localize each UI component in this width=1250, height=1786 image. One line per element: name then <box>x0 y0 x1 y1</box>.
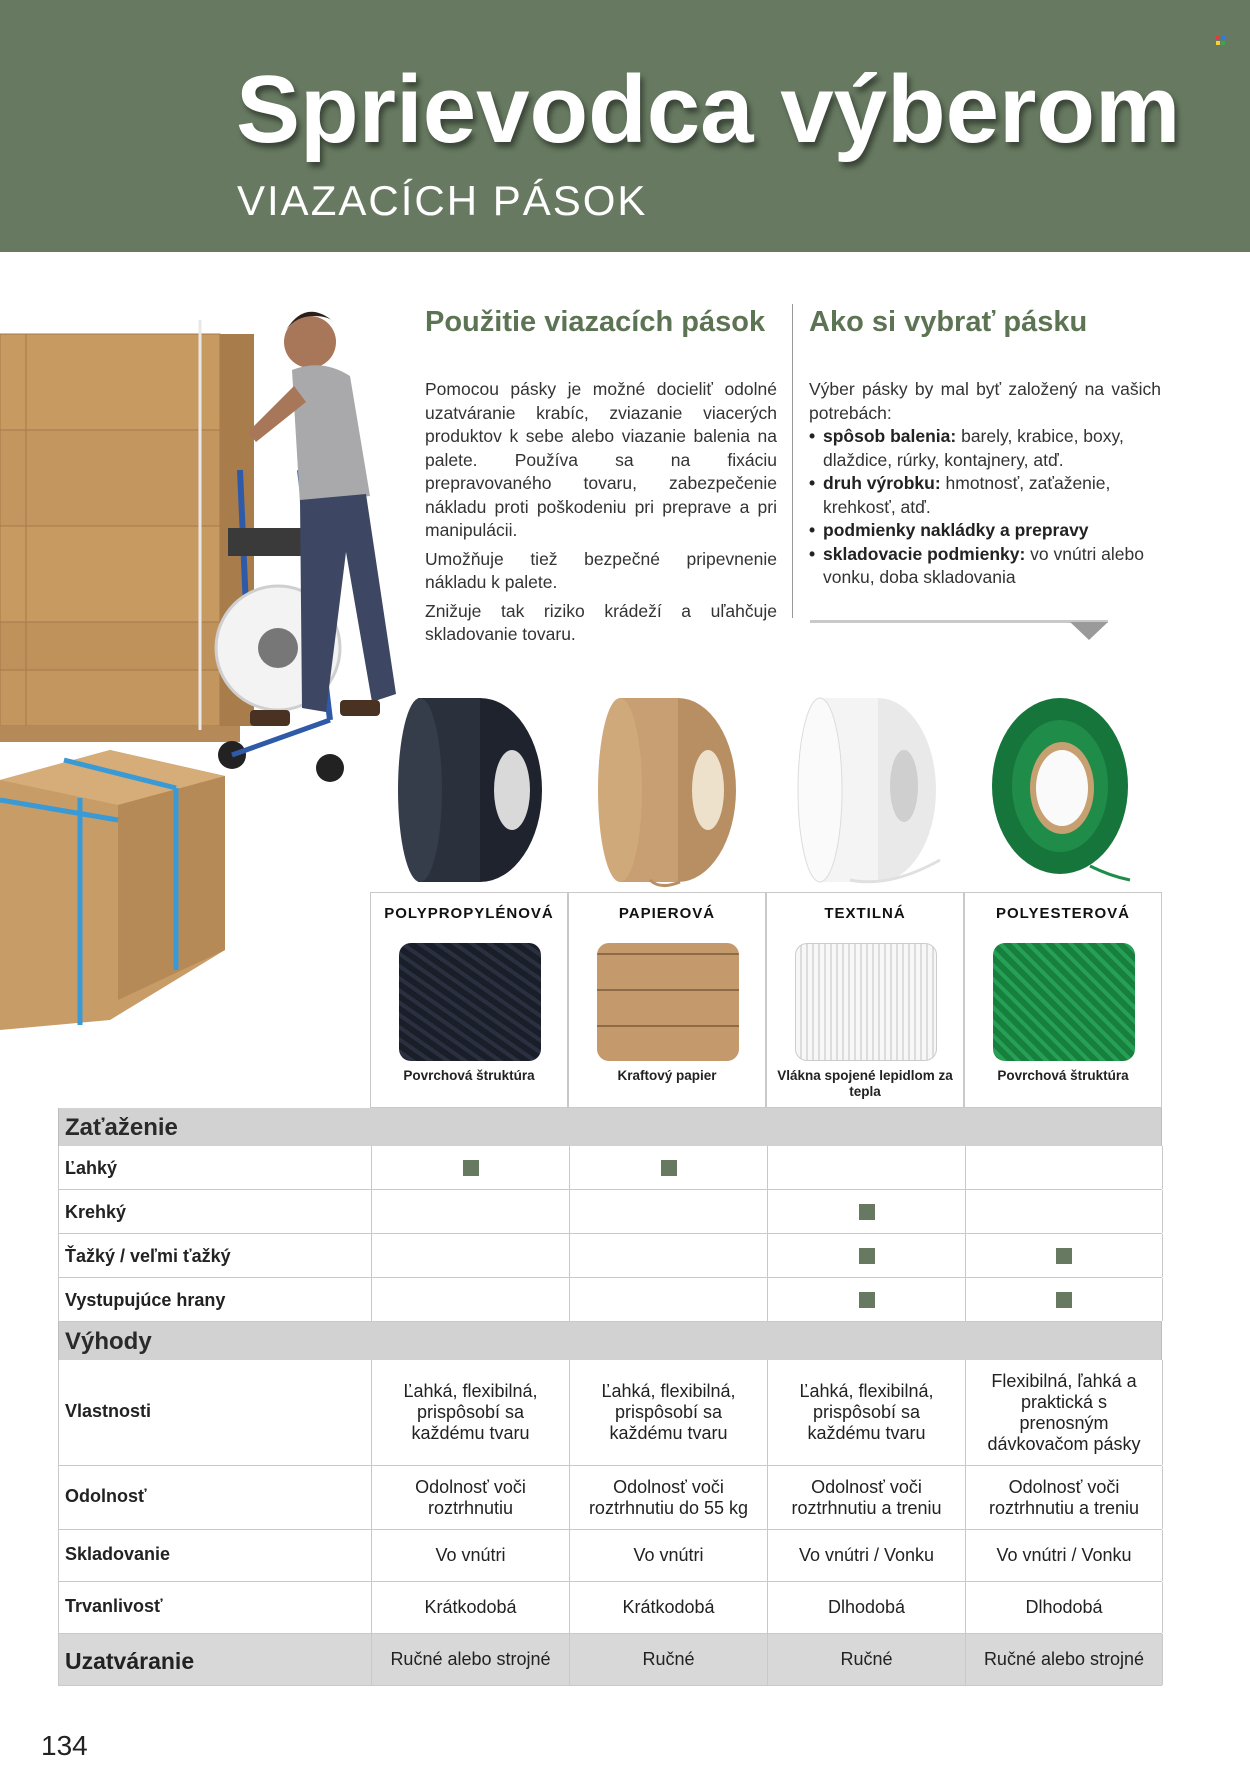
usage-paragraph: Znižuje tak riziko krádeží a uľahčuje skladovanie tovaru. <box>425 600 777 644</box>
usage-paragraph: Umožňuje tiež bezpečné pripevnenie nákladu k palete. <box>425 548 777 592</box>
table-cell <box>965 1146 1163 1189</box>
product-caption: Vlákna spojené lepidlom za tepla <box>777 1068 953 1099</box>
table-cell: Vo vnútri <box>569 1530 767 1581</box>
table-row <box>58 1582 1162 1634</box>
row-label: Trvanlivosť <box>65 1596 163 1616</box>
table-row <box>58 1466 1162 1530</box>
row-label: Krehký <box>65 1202 127 1222</box>
checkmark-square-icon <box>463 1160 479 1176</box>
table-row <box>58 1146 1162 1190</box>
checkmark-square-icon <box>859 1292 875 1308</box>
table-cell <box>965 1234 1163 1277</box>
checkmark-square-icon <box>859 1204 875 1220</box>
section-title: Zaťaženie <box>65 1114 178 1141</box>
list-item: • podmienky nakládky a prepravy <box>809 519 1161 543</box>
table-cell: Ľahká, flexibilná, prispôsobí sa každému tvaru <box>569 1360 767 1465</box>
pointer-line <box>810 620 1108 623</box>
section-load <box>58 1108 1162 1146</box>
product-caption: Kraftový papier <box>617 1068 717 1083</box>
table-row <box>58 1190 1162 1234</box>
table-cell: Vo vnútri <box>371 1530 569 1581</box>
swatch-textile-image <box>795 943 937 1061</box>
table-cell: Vo vnútri / Vonku <box>965 1530 1163 1581</box>
choose-heading: Ako si vybrať pásku <box>809 306 1088 338</box>
row-label: Vystupujúce hrany <box>65 1290 226 1310</box>
table-cell <box>767 1234 965 1277</box>
product-header-polyester <box>964 892 1162 1108</box>
section-title: Výhody <box>65 1328 152 1355</box>
roll-polypropylene-image <box>392 690 552 890</box>
section-benefits <box>58 1322 1162 1360</box>
product-header-textile <box>766 892 964 1108</box>
table-cell: Dlhodobá <box>965 1582 1163 1633</box>
checkmark-square-icon <box>859 1248 875 1264</box>
page-subtitle: VIAZACÍCH PÁSOK <box>237 177 648 224</box>
row-label: Vlastnosti <box>65 1401 152 1421</box>
table-cell: Ľahká, flexibilná, prispôsobí sa každému tvaru <box>371 1360 569 1465</box>
roll-textile-image <box>790 690 950 890</box>
product-header-paper <box>568 892 766 1108</box>
box-stack <box>0 320 254 742</box>
header-band <box>0 0 1250 252</box>
column-divider <box>792 304 793 618</box>
roll-polyester-image <box>980 690 1140 890</box>
choose-list <box>809 425 1161 590</box>
roll-paper-image <box>590 690 750 890</box>
table-cell <box>569 1190 767 1233</box>
page-title: Sprievodca výberom <box>236 56 1181 163</box>
table-cell: Odolnosť voči roztrhnutiu a treniu <box>767 1466 965 1529</box>
table-row <box>58 1278 1162 1322</box>
list-item: • druh výrobku: hmotnosť, zaťaženie, krehkosť, atď. <box>809 472 1161 519</box>
table-row <box>58 1530 1162 1582</box>
list-item: • skladovacie podmienky: vo vnútri alebo vonku, doba skladovania <box>809 543 1161 590</box>
table-row <box>58 1360 1162 1466</box>
swatch-polypropylene-image <box>399 943 541 1061</box>
table-cell: Ľahká, flexibilná, prispôsobí sa každému tvaru <box>767 1360 965 1465</box>
swatch-paper-image <box>597 943 739 1061</box>
product-name: POLYPROPYLÉNOVÁ <box>384 905 554 922</box>
table-cell: Odolnosť voči roztrhnutiu a treniu <box>965 1466 1163 1529</box>
table-cell: Krátkodobá <box>569 1582 767 1633</box>
table-cell <box>569 1278 767 1321</box>
checkmark-square-icon <box>661 1160 677 1176</box>
table-cell <box>569 1234 767 1277</box>
table-cell <box>371 1190 569 1233</box>
row-label: Skladovanie <box>65 1544 171 1564</box>
swatch-polyester-image <box>993 943 1135 1061</box>
product-header-polypropylene <box>370 892 568 1108</box>
table-cell <box>767 1146 965 1189</box>
list-item: • spôsob balenia: barely, krabice, boxy, dlaždice, rúrky, kontajnery, atď. <box>809 425 1161 472</box>
table-cell: Odolnosť voči roztrhnutiu do 55 kg <box>569 1466 767 1529</box>
registration-mark-icon <box>1216 36 1225 45</box>
usage-heading: Použitie viazacích pások <box>425 306 766 338</box>
table-cell: Ručné <box>767 1634 965 1685</box>
choose-text <box>809 378 1161 590</box>
table-cell: Flexibilná, ľahká a praktická s prenosným dávkovačom pásky <box>965 1360 1163 1465</box>
table-cell <box>767 1278 965 1321</box>
table-cell <box>371 1146 569 1189</box>
usage-paragraph: Pomocou pásky je možné docieliť odolné uzatváranie krabíc, zviazanie viacerých produktov k sebe alebo viazanie balenia na palete. Používa sa na fixáciu prepravovaného tovaru, zabezpečenie nákladu proti poškodeniu pri preprave a pri manipulácii. <box>425 379 777 540</box>
pointer-arrow-icon <box>1070 622 1108 640</box>
table-cell <box>569 1146 767 1189</box>
product-name: TEXTILNÁ <box>824 905 906 922</box>
table-cell: Krátkodobá <box>371 1582 569 1633</box>
row-label: Ľahký <box>65 1158 118 1178</box>
table-row <box>58 1234 1162 1278</box>
table-cell: Ručné <box>569 1634 767 1685</box>
checkmark-square-icon <box>1056 1248 1072 1264</box>
table-cell <box>965 1190 1163 1233</box>
table-cell: Vo vnútri / Vonku <box>767 1530 965 1581</box>
table-cell: Odolnosť voči roztrhnutiu <box>371 1466 569 1529</box>
product-caption: Povrchová štruktúra <box>997 1068 1129 1083</box>
product-caption: Povrchová štruktúra <box>403 1068 535 1083</box>
worker-pallet-illustration <box>0 300 420 1030</box>
closing-row <box>58 1634 1162 1686</box>
checkmark-square-icon <box>1056 1292 1072 1308</box>
choose-intro: Výber pásky by mal byť založený na vašich potrebách: <box>809 379 1161 423</box>
row-label: Odolnosť <box>65 1486 147 1506</box>
strapped-box <box>0 750 225 1030</box>
table-cell <box>767 1190 965 1233</box>
table-cell <box>371 1278 569 1321</box>
row-label: Ťažký / veľmi ťažký <box>65 1246 231 1266</box>
product-name: POLYESTEROVÁ <box>996 905 1130 922</box>
table-cell: Dlhodobá <box>767 1582 965 1633</box>
table-cell <box>371 1234 569 1277</box>
row-label: Uzatváranie <box>65 1648 195 1674</box>
product-name: PAPIEROVÁ <box>618 905 716 922</box>
table-cell: Ručné alebo strojné <box>965 1634 1163 1685</box>
table-cell: Ručné alebo strojné <box>371 1634 569 1685</box>
page-number: 134 <box>41 1730 88 1761</box>
table-cell <box>965 1278 1163 1321</box>
usage-text <box>425 378 777 652</box>
